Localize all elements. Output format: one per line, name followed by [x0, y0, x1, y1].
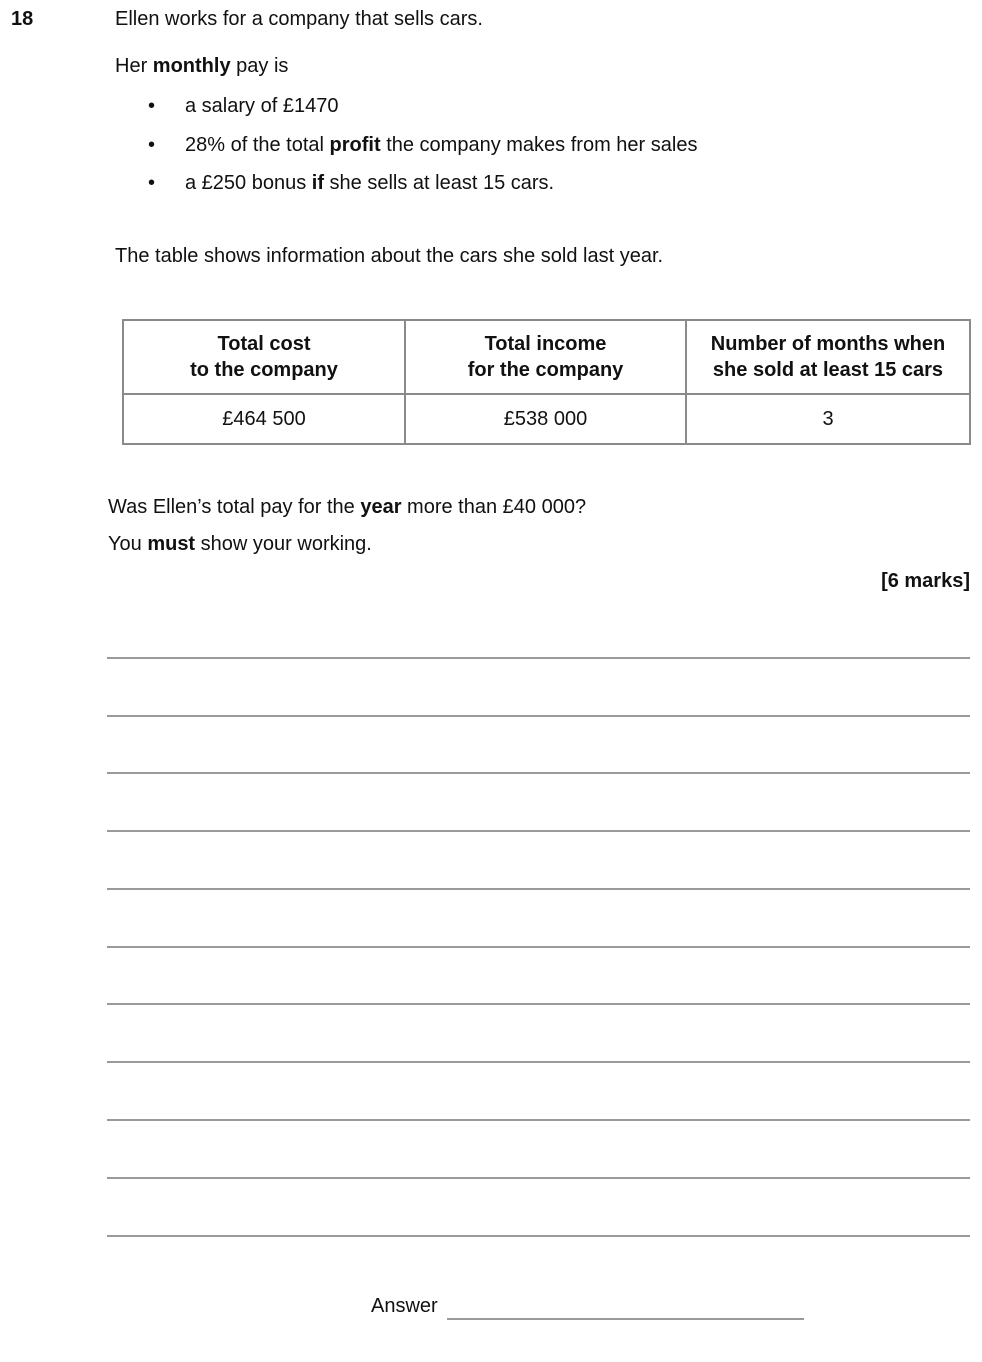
bullet-text: a salary of £1470	[185, 95, 339, 117]
working-line[interactable]	[107, 715, 970, 717]
working-line[interactable]	[107, 1235, 970, 1237]
working-line[interactable]	[107, 1061, 970, 1063]
bullet-icon: •	[148, 95, 156, 117]
sales-info-table	[122, 319, 971, 445]
bullet-text: a £250 bonus	[185, 172, 312, 194]
bullet-text-end: the company makes from her sales	[380, 133, 698, 156]
table-row	[123, 394, 970, 444]
bullet-bold: if	[311, 172, 324, 194]
question-intro: Ellen works for a company that sells cars.	[115, 8, 483, 30]
bullet-icon: •	[148, 133, 156, 156]
working-line[interactable]	[107, 1177, 970, 1179]
monthly-pay-bold: monthly	[152, 55, 231, 77]
bullet-text-end: she sells at least 15 cars.	[324, 172, 555, 194]
question-number: 18	[11, 8, 34, 30]
working-line[interactable]	[107, 888, 970, 890]
question-prompt: Was Ellen’s total pay for the year more than £40 000?	[108, 496, 587, 518]
list-item	[148, 94, 697, 133]
table-header-row	[123, 320, 970, 394]
pay-components-list	[148, 94, 697, 210]
bullet-text: 28% of the total	[185, 133, 330, 156]
table-intro: The table shows information about the cars she sold last year.	[115, 245, 664, 267]
answer-line[interactable]	[447, 1318, 804, 1320]
working-line[interactable]	[107, 772, 970, 774]
monthly-pay-line	[115, 55, 288, 78]
list-item	[148, 133, 697, 172]
bullet-icon: •	[148, 172, 156, 194]
working-line[interactable]	[107, 1119, 970, 1121]
working-line[interactable]	[107, 657, 970, 659]
header-months-15-cars: Number of months when she sold at least 15 cars	[686, 320, 970, 394]
working-line[interactable]	[107, 1003, 970, 1005]
header-total-cost: Total cost to the company	[123, 320, 405, 394]
working-instruction: You must show your working.	[108, 533, 372, 555]
working-line[interactable]	[107, 946, 970, 948]
cell-months: 3	[686, 394, 970, 444]
header-total-income: Total income for the company	[405, 320, 686, 394]
cell-total-income: £538 000	[405, 394, 686, 444]
working-line[interactable]	[107, 830, 970, 832]
bullet-bold: profit	[329, 133, 381, 156]
list-item	[148, 171, 697, 210]
monthly-pay-prefix: Her	[115, 55, 153, 77]
monthly-pay-suffix: pay is	[230, 55, 289, 77]
answer-label: Answer	[371, 1295, 438, 1317]
cell-total-cost: £464 500	[123, 394, 405, 444]
marks-label: [6 marks]	[881, 570, 970, 592]
